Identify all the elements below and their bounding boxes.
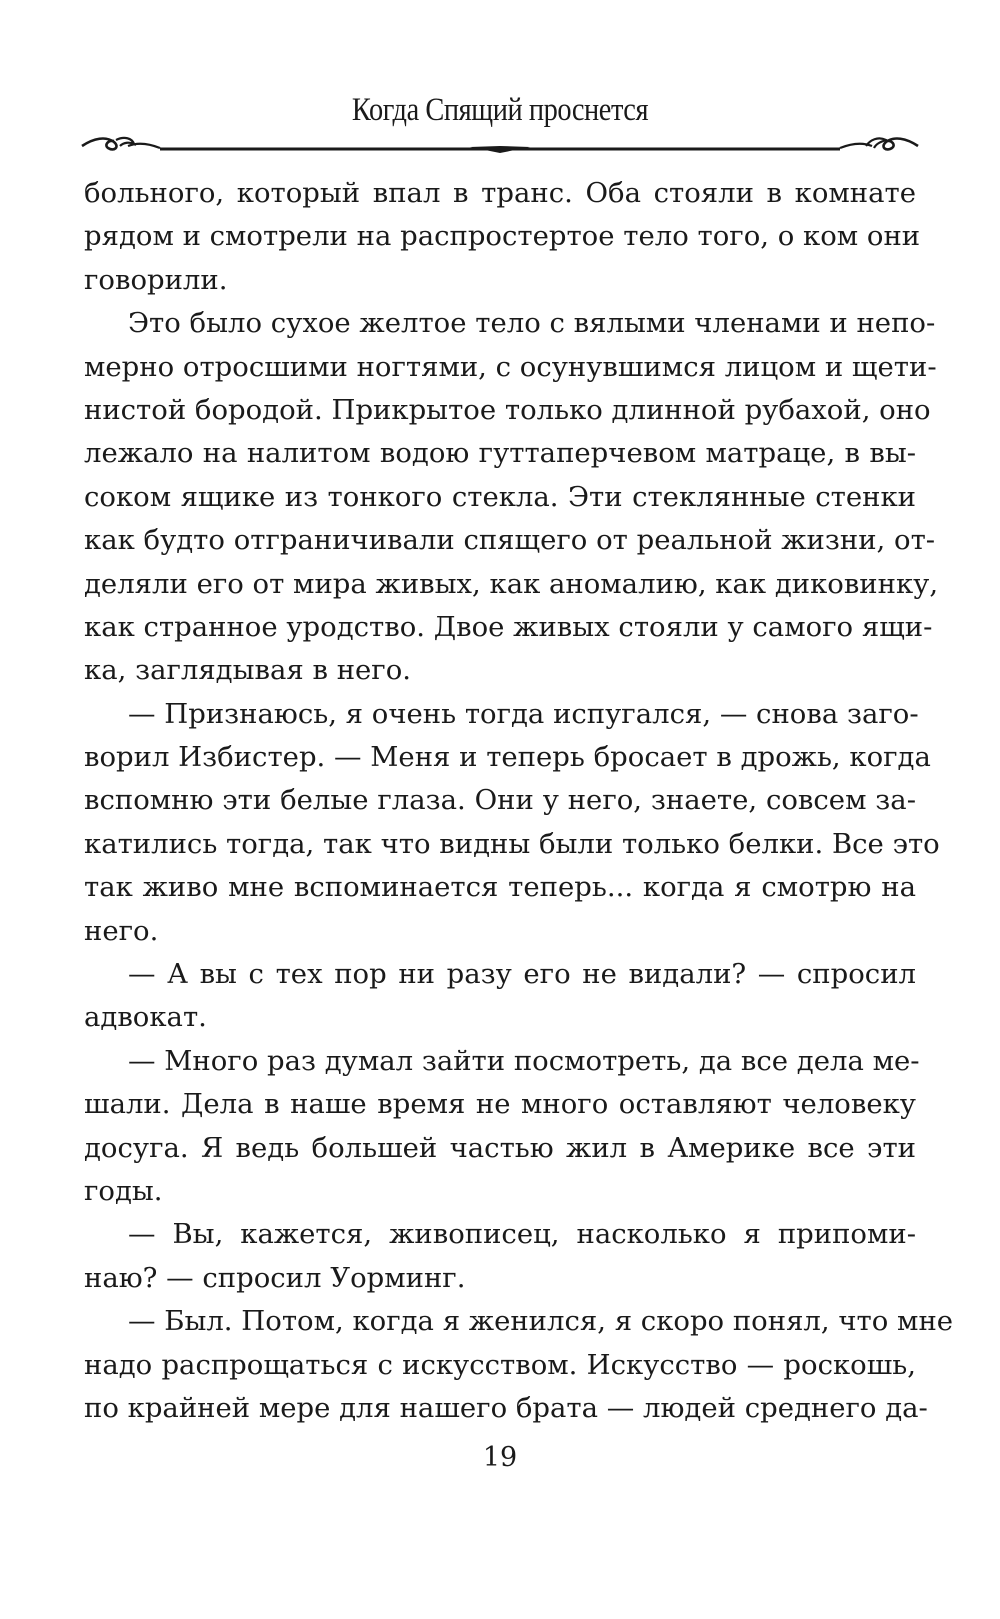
text-line: вспомню эти белые глаза. Они у него, знаете, совсем за- bbox=[84, 784, 916, 817]
text-line: него. bbox=[84, 914, 159, 947]
text-line: как будто отграничивали спящего от реальной жизни, от- bbox=[84, 524, 936, 557]
text-line: — А вы с тех пор ни разу его не видали? — спросил bbox=[128, 958, 916, 991]
text-line: катились тогда, так что видны были только белки. Все это bbox=[84, 827, 940, 860]
text-line: Это было сухое желтое тело с вялыми членами и непо- bbox=[128, 307, 936, 340]
text-line: говорили. bbox=[84, 263, 228, 296]
text-line: надо распрощаться с искусством. Искусство — роскошь, bbox=[84, 1348, 916, 1381]
text-line: — Признаюсь, я очень тогда испугался, — снова заго- bbox=[128, 697, 919, 730]
text-line: нистой бородой. Прикрытое только длинной рубахой, оно bbox=[84, 393, 931, 426]
text-line: — Вы, кажется, живописец, насколько я припоми- bbox=[128, 1218, 916, 1251]
running-header bbox=[80, 82, 920, 152]
running-header-title: Когда Спящий проснется bbox=[351, 92, 649, 128]
text-line: рядом и смотрели на распростертое тело того, о ком они bbox=[84, 220, 921, 253]
text-line: годы. bbox=[84, 1174, 163, 1207]
text-line: — Был. Потом, когда я женился, я скоро понял, что мне bbox=[128, 1305, 954, 1338]
text-line: мерно отросшими ногтями, с осунувшимся лицом и щети- bbox=[84, 350, 937, 383]
text-line: так живо мне вспоминается теперь... когда я смотрю на bbox=[84, 871, 916, 904]
text-line: больного, который впал в транс. Оба стояли в комнате bbox=[84, 177, 916, 209]
text-line: по крайней мере для нашего брата — людей среднего да- bbox=[84, 1391, 928, 1424]
text-line: наю? — спросил Уорминг. bbox=[84, 1261, 466, 1294]
page-number: 19 bbox=[482, 1442, 518, 1473]
text-line: лежало на налитом водою гуттаперчевом матраце, в вы- bbox=[84, 437, 916, 470]
body-text bbox=[84, 172, 954, 1430]
text-line: шали. Дела в наше время не много оставляют человеку bbox=[84, 1088, 916, 1121]
text-line: как странное уродство. Двое живых стояли у самого ящи- bbox=[84, 610, 933, 643]
text-line: адвокат. bbox=[84, 1001, 207, 1034]
text-line: ворил Избистер. — Меня и теперь бросает в дрожь, когда bbox=[84, 741, 931, 774]
text-line: деляли его от мира живых, как аномалию, как диковинку, bbox=[84, 567, 939, 600]
text-line: — Много раз думал зайти посмотреть, да все дела ме- bbox=[128, 1044, 920, 1077]
ornamental-rule-icon bbox=[80, 134, 920, 154]
text-line: ка, заглядывая в него. bbox=[84, 654, 412, 687]
text-line: досуга. Я ведь большей частью жил в Америке все эти bbox=[84, 1131, 916, 1164]
text-line: соком ящике из тонкого стекла. Эти стеклянные стенки bbox=[84, 480, 916, 513]
